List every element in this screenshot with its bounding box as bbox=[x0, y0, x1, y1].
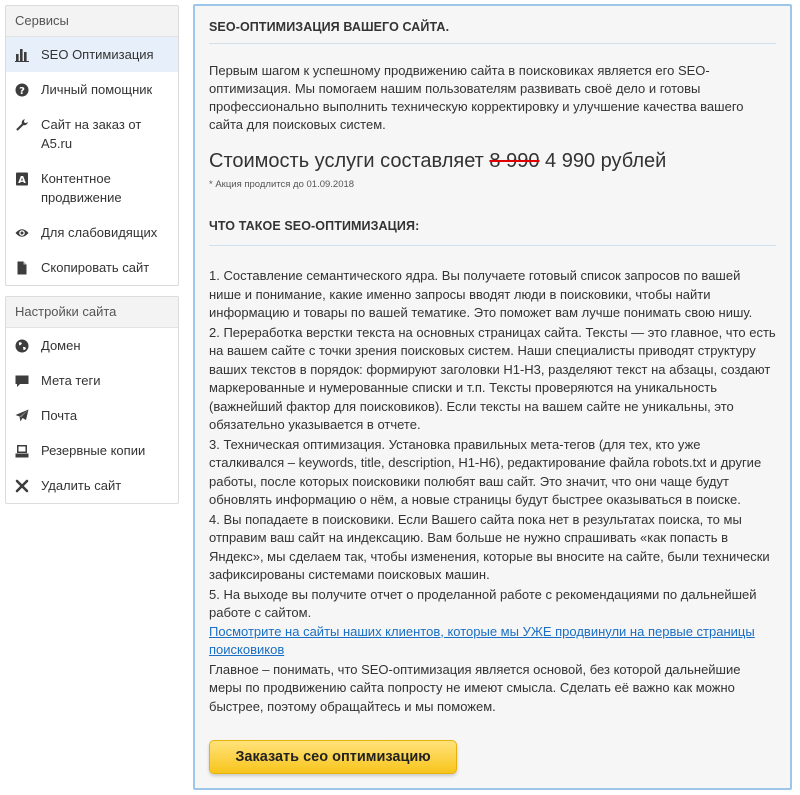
sidebar-item-backups[interactable] bbox=[6, 433, 178, 468]
svg-text:A: A bbox=[18, 174, 26, 186]
sidebar-item-accessibility[interactable] bbox=[6, 215, 178, 250]
question-circle-icon bbox=[15, 80, 29, 99]
sidebar-item-label: Контентное продвижение bbox=[41, 171, 122, 205]
sidebar-item-label: Удалить сайт bbox=[41, 478, 122, 493]
sidebar-item-delete-site[interactable] bbox=[6, 468, 178, 503]
step-paragraph: 3. Техническая оптимизация. Установка правильных мета-тегов (для тех, кто уже сталкивался – keywords, title, description, H1-H6), редактирование файла robots.txt и другие работы, после которых поисковики полюбят ваш сайт. Это значит, что они чаще будут обновлять информацию о нём, а новые страницы будут быстрее оказываться в поиске. bbox=[209, 436, 762, 507]
new-price: 4 990 рублей bbox=[545, 150, 667, 172]
section-title: ЧТО ТАКОЕ SEO-ОПТИМИЗАЦИЯ: bbox=[209, 219, 776, 246]
sidebar-item-label: SEO Оптимизация bbox=[41, 47, 154, 62]
step-paragraph: 5. На выходе вы получите отчет о проделанной работе с рекомендациями по дальнейшей работе с сайтом. bbox=[209, 586, 757, 620]
main-content bbox=[193, 4, 792, 790]
archive-icon bbox=[15, 441, 29, 460]
sidebar-item-domain[interactable] bbox=[6, 328, 178, 363]
sidebar-item-seo[interactable] bbox=[6, 37, 178, 72]
comment-icon bbox=[15, 371, 29, 390]
conclusion-text: Главное – понимать, что SEO-оптимизация является основой, без которой дальнейшие меры по продвижению сайта попросту не имеют смысла. Сделать её важно как можно быстрее, поэтому обращайтесь и мы поможем. bbox=[209, 661, 741, 714]
promo-note: * Акция продлится до 01.09.2018 bbox=[209, 179, 355, 190]
sidebar-item-custom-site[interactable] bbox=[6, 107, 178, 161]
step-paragraph: 1. Составление семантического ядра. Вы получаете готовый список запросов по вашей нише и понимание, какие именно запросы вводят люди в поисковики, чтобы найти информацию и товары по вашей тематике. Это поможет вам лучше понимать свою нишу. bbox=[209, 268, 753, 320]
price-line bbox=[209, 150, 776, 173]
intro-text: Первым шагом к успешному продвижению сайта в поисковиках является его SEO-оптимизация. Мы помогаем нашим пользователям развивать своё дело и готовы профессионально выполнить техническую корректировку и улучшение качества вашего сайта для поисковых систем. bbox=[209, 63, 744, 132]
sidebar-item-label: Резервные копии bbox=[41, 443, 146, 458]
order-seo-button[interactable]: Заказать сео оптимизацию bbox=[209, 740, 457, 774]
page-title: SEO-ОПТИМИЗАЦИЯ ВАШЕГО САЙТА. bbox=[209, 6, 776, 44]
eye-icon bbox=[15, 223, 29, 242]
sidebar-item-label: Домен bbox=[41, 338, 81, 353]
sidebar-item-mail[interactable] bbox=[6, 398, 178, 433]
globe-icon bbox=[15, 336, 29, 355]
sidebar-item-assistant[interactable] bbox=[6, 72, 178, 107]
price-prefix: Стоимость услуги составляет bbox=[209, 150, 484, 172]
sidebar-item-label: Сайт на заказ от A5.ru bbox=[41, 117, 142, 151]
step-paragraph: 2. Переработка верстки текста на основных страницах сайта. Тексты — это главное, что есть на вашем сайте с точки зрения поисковых систем. Наши специалисты приводят структуру ваших текстов в порядок: формируют заголовки H1-H3, разделяют текст на абзацы, создают маркерованные и нумерованные списки и т.п. Тексты проверяются на уникальность (важнейший фактор для поисковиков). Если тексты на вашем сайте не уникальны, это обязательно указывается в отчете. bbox=[209, 324, 776, 432]
settings-header: Настройки сайта bbox=[6, 297, 178, 328]
sidebar-item-label: Личный помощник bbox=[41, 82, 153, 97]
text-document-icon bbox=[15, 169, 29, 188]
clients-sites-link[interactable]: Посмотрите на сайты наших клиентов, которые мы УЖЕ продвинули на первые страницы поисковиков bbox=[209, 623, 755, 657]
old-price: 8 990 bbox=[489, 150, 540, 172]
services-header: Сервисы bbox=[6, 6, 178, 37]
step-paragraph: 4. Вы попадаете в поисковики. Если Вашего сайта пока нет в результатах поиска, то мы отправим ваш сайт на индексацию. Вам больше не нужно спрашивать «как попасть в Яндекс», мы сделаем так, чтобы изменения, которые вы вносите на сайте, были технически зафиксированы системами поисковых машин. bbox=[209, 511, 770, 582]
sidebar-item-meta-tags[interactable] bbox=[6, 363, 178, 398]
paper-plane-icon bbox=[15, 406, 29, 425]
svg-text:?: ? bbox=[19, 85, 25, 97]
settings-panel bbox=[5, 296, 179, 504]
bar-chart-icon bbox=[15, 45, 29, 64]
sidebar-item-label: Мета теги bbox=[41, 373, 101, 388]
services-panel bbox=[5, 5, 179, 286]
file-icon bbox=[15, 258, 29, 277]
sidebar-item-content-promotion[interactable] bbox=[6, 161, 178, 215]
sidebar bbox=[5, 5, 179, 514]
sidebar-item-label: Скопировать сайт bbox=[41, 260, 150, 275]
sidebar-item-label: Почта bbox=[41, 408, 78, 423]
sidebar-item-copy-site[interactable] bbox=[6, 250, 178, 285]
sidebar-item-label: Для слабовидящих bbox=[41, 225, 158, 240]
close-icon bbox=[15, 476, 29, 495]
wrench-icon bbox=[15, 115, 29, 134]
